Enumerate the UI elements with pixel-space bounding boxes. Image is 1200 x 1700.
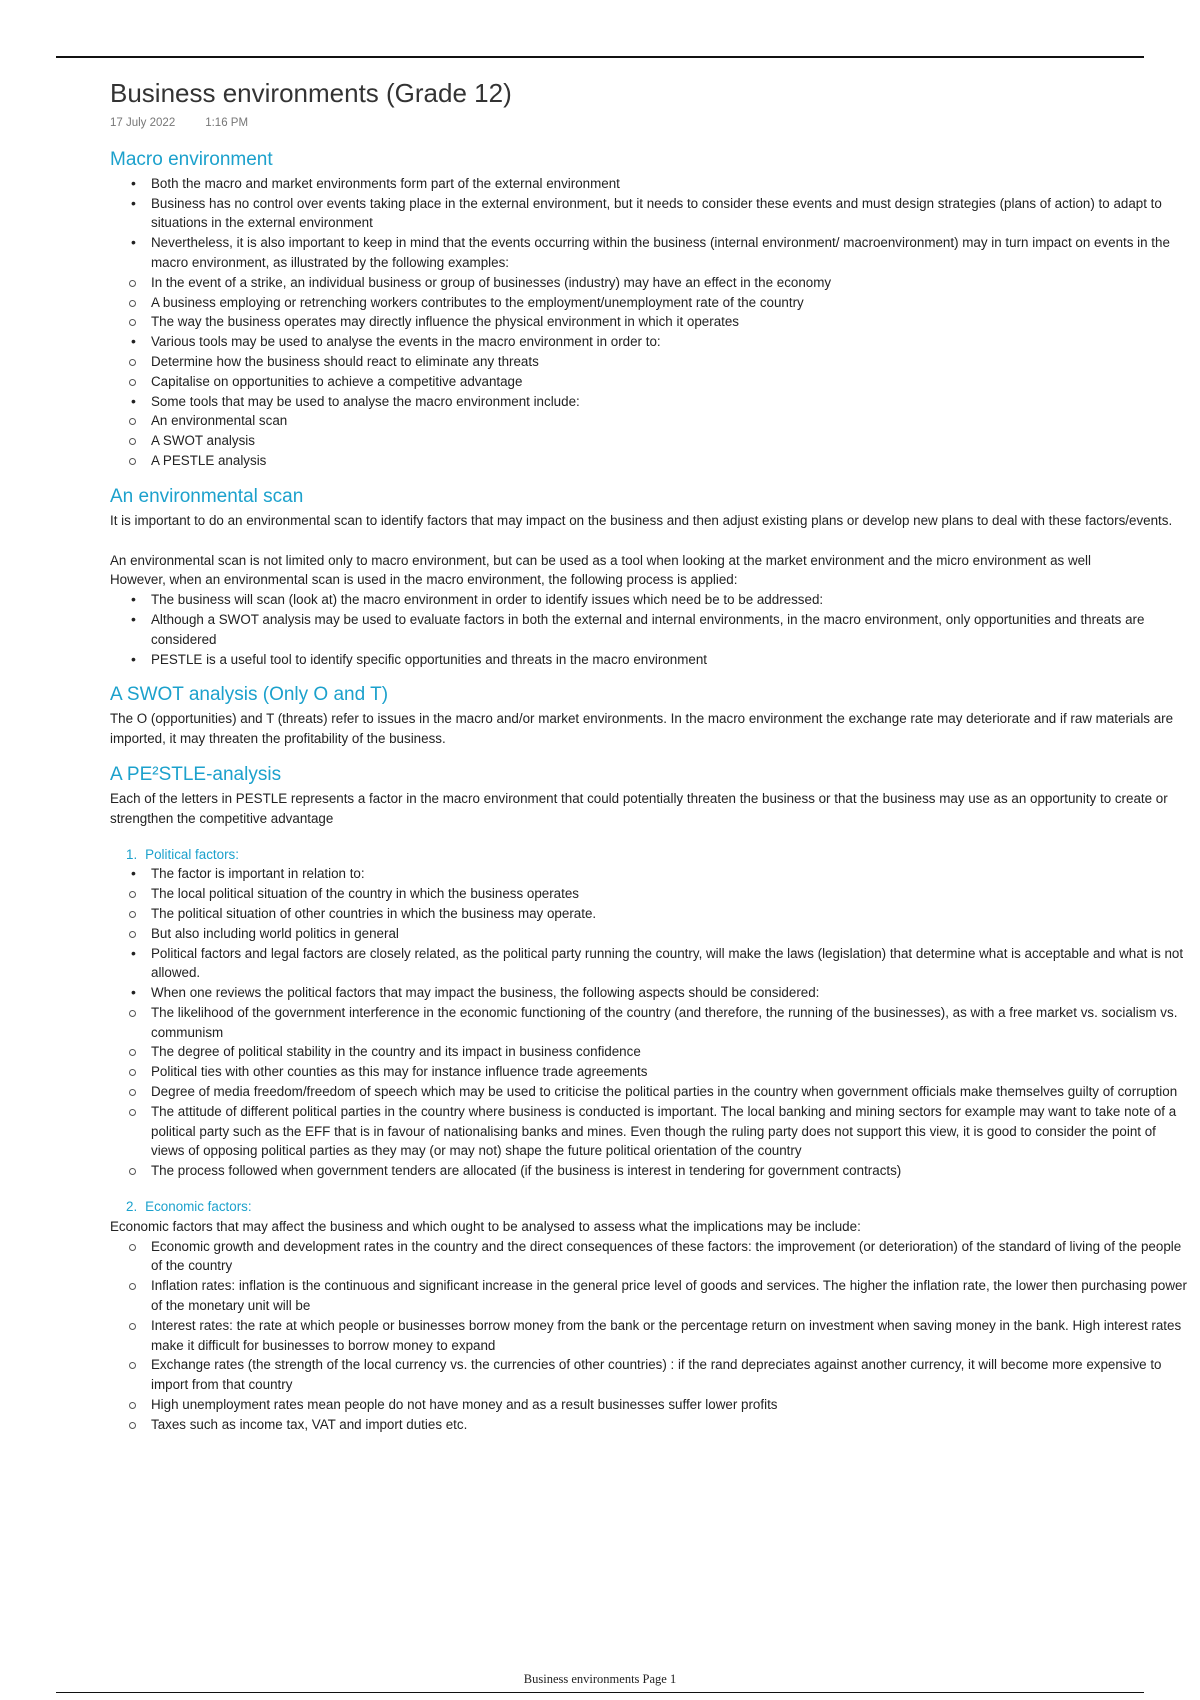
list-item: • Business has no control over events taking place in the external environment, but it needs to consider these events and must design strategies (plans of action) to adapt to situations in the external environment [110, 194, 1188, 234]
list-item: • Nevertheless, it is also important to keep in mind that the events occurring within the business (internal environment/ macroenvironment) may in turn impact on events in the macro environment, as illustrated by the following examples: [110, 233, 1188, 273]
page-time: 1:16 PM [205, 117, 249, 129]
list-item: The attitude of different political parties in the country where business is conducted is important. The local banking and mining sectors for example may want to take note of a political party such as the EFF that is in favour of nationalising banks and mines. Even though the ruling party does not support this view, it is good to consider the point of views of opposing political parties as they may (or may not) shape the future political orientation of the country [110, 1102, 1188, 1161]
list-item: Economic growth and development rates in the country and the direct consequences of these factors: the improvement (or deterioration) of the standard of living of the people of the country [110, 1237, 1188, 1277]
page-date: 17 July 2022 [110, 117, 176, 129]
list-item: • PESTLE is a useful tool to identify specific opportunities and threats in the macro environment [110, 650, 1188, 670]
economic-number: 2. [126, 1199, 138, 1215]
list-item: Inflation rates: inflation is the continuous and significant increase in the general price level of goods and services. The higher the inflation rate, the lower then purchasing power of the monetary unit will be [110, 1276, 1188, 1316]
economic-subheading [110, 1197, 1188, 1217]
list-item: A PESTLE analysis [110, 451, 1188, 471]
heading-swot-analysis: A SWOT analysis (Only O and T) [110, 684, 389, 706]
list-item: • Various tools may be used to analyse the events in the macro environment in order to: [110, 332, 1188, 352]
list-item: But also including world politics in general [110, 924, 1188, 944]
scan-list [110, 590, 1188, 669]
top-rule [56, 56, 1144, 58]
heading-environmental-scan: An environmental scan [110, 485, 304, 507]
list-item: • Some tools that may be used to analyse the macro environment include: [110, 392, 1188, 412]
list-item: Taxes such as income tax, VAT and import duties etc. [110, 1415, 1188, 1435]
scan-paragraph-1: It is important to do an environmental scan to identify factors that may impact on the business and then adjust existing plans or develop new plans to deal with these factors/events. [110, 512, 1173, 528]
list-item: An environmental scan [110, 411, 1188, 431]
list-item: A SWOT analysis [110, 431, 1188, 451]
list-item: The way the business operates may directly influence the physical environment in which it operates [110, 312, 1188, 332]
list-item: • Although a SWOT analysis may be used to evaluate factors in both the external and internal environments, in the macro environment, only opportunities and threats are considered [110, 610, 1188, 650]
political-subheading [110, 845, 1188, 865]
political-title: Political factors: [145, 846, 239, 862]
list-item: The process followed when government tenders are allocated (if the business is interest in tendering for government contracts) [110, 1161, 1188, 1181]
list-item: • The factor is important in relation to: [110, 864, 1188, 884]
heading-pestle-analysis: A PE²STLE-analysis [110, 763, 282, 785]
page-footer: Business environments Page 1 [523, 1672, 677, 1686]
list-item: Interest rates: the rate at which people or businesses borrow money from the bank or the percentage return on investment when saving money in the bank. High interest rates make it difficult for businesses to borrow money to expand [110, 1316, 1188, 1356]
economic-title: Economic factors: [145, 1199, 252, 1215]
list-item: A business employing or retrenching workers contributes to the employment/unemployment rate of the country [110, 293, 1188, 313]
list-item: Political ties with other counties as this may for instance influence trade agreements [110, 1062, 1188, 1082]
list-item: • Political factors and legal factors are closely related, as the political party running the country, will make the laws (legislation) that determine what is acceptable and what is not allowed. [110, 944, 1188, 984]
spacer [110, 531, 1188, 551]
list-item: Exchange rates (the strength of the local currency vs. the currencies of other countries) : if the rand depreciates against another currency, it will become more expensive to import from that country [110, 1355, 1188, 1395]
page-meta [110, 114, 1188, 134]
list-item: High unemployment rates mean people do not have money and as a result businesses suffer lower profits [110, 1395, 1188, 1415]
list-item: Degree of media freedom/freedom of speech which may be used to criticise the political parties in the country when government officials make themselves guilty of corruption [110, 1082, 1188, 1102]
economic-list [110, 1237, 1188, 1435]
swot-paragraph: The O (opportunities) and T (threats) refer to issues in the macro and/or market environments. In the macro environment the exchange rate may deteriorate and if raw materials are imported, it may threaten the profitability of the business. [110, 711, 1174, 747]
list-item: The political situation of other countries in which the business may operate. [110, 904, 1188, 924]
list-item: • Both the macro and market environments form part of the external environment [110, 174, 1188, 194]
heading-macro-environment: Macro environment [110, 148, 273, 170]
list-item: The likelihood of the government interference in the economic functioning of the country (and therefore, the running of the businesses), as with a free market vs. socialism vs. communism [110, 1003, 1188, 1043]
list-item: Capitalise on opportunities to achieve a competitive advantage [110, 372, 1188, 392]
list-item: In the event of a strike, an individual business or group of businesses (industry) may have an effect in the economy [110, 273, 1188, 293]
document-page [110, 70, 1188, 1435]
economic-intro: Economic factors that may affect the business and which ought to be analysed to assess what the implications may be include: [110, 1218, 861, 1234]
scan-paragraph-3: However, when an environmental scan is used in the macro environment, the following process is applied: [110, 572, 738, 588]
page-title: Business environments (Grade 12) [110, 78, 512, 108]
political-list [110, 864, 1188, 1181]
list-item: Determine how the business should react to eliminate any threats [110, 352, 1188, 372]
scan-paragraph-2: An environmental scan is not limited only to macro environment, but can be used as a tool when looking at the market environment and the micro environment as well [110, 552, 1092, 568]
list-item: • When one reviews the political factors that may impact the business, the following aspects should be considered: [110, 983, 1188, 1003]
pestle-paragraph: Each of the letters in PESTLE represents a factor in the macro environment that could potentially threaten the business or that the business may use as an opportunity to create or strengthen the competitive advantage [110, 790, 1168, 826]
list-item: The degree of political stability in the country and its impact in business confidence [110, 1042, 1188, 1062]
macro-list [110, 174, 1188, 471]
political-number: 1. [126, 846, 138, 862]
list-item: • The business will scan (look at) the macro environment in order to identify issues which need be to be addressed: [110, 590, 1188, 610]
bottom-rule [56, 1692, 1144, 1693]
list-item: The local political situation of the country in which the business operates [110, 884, 1188, 904]
